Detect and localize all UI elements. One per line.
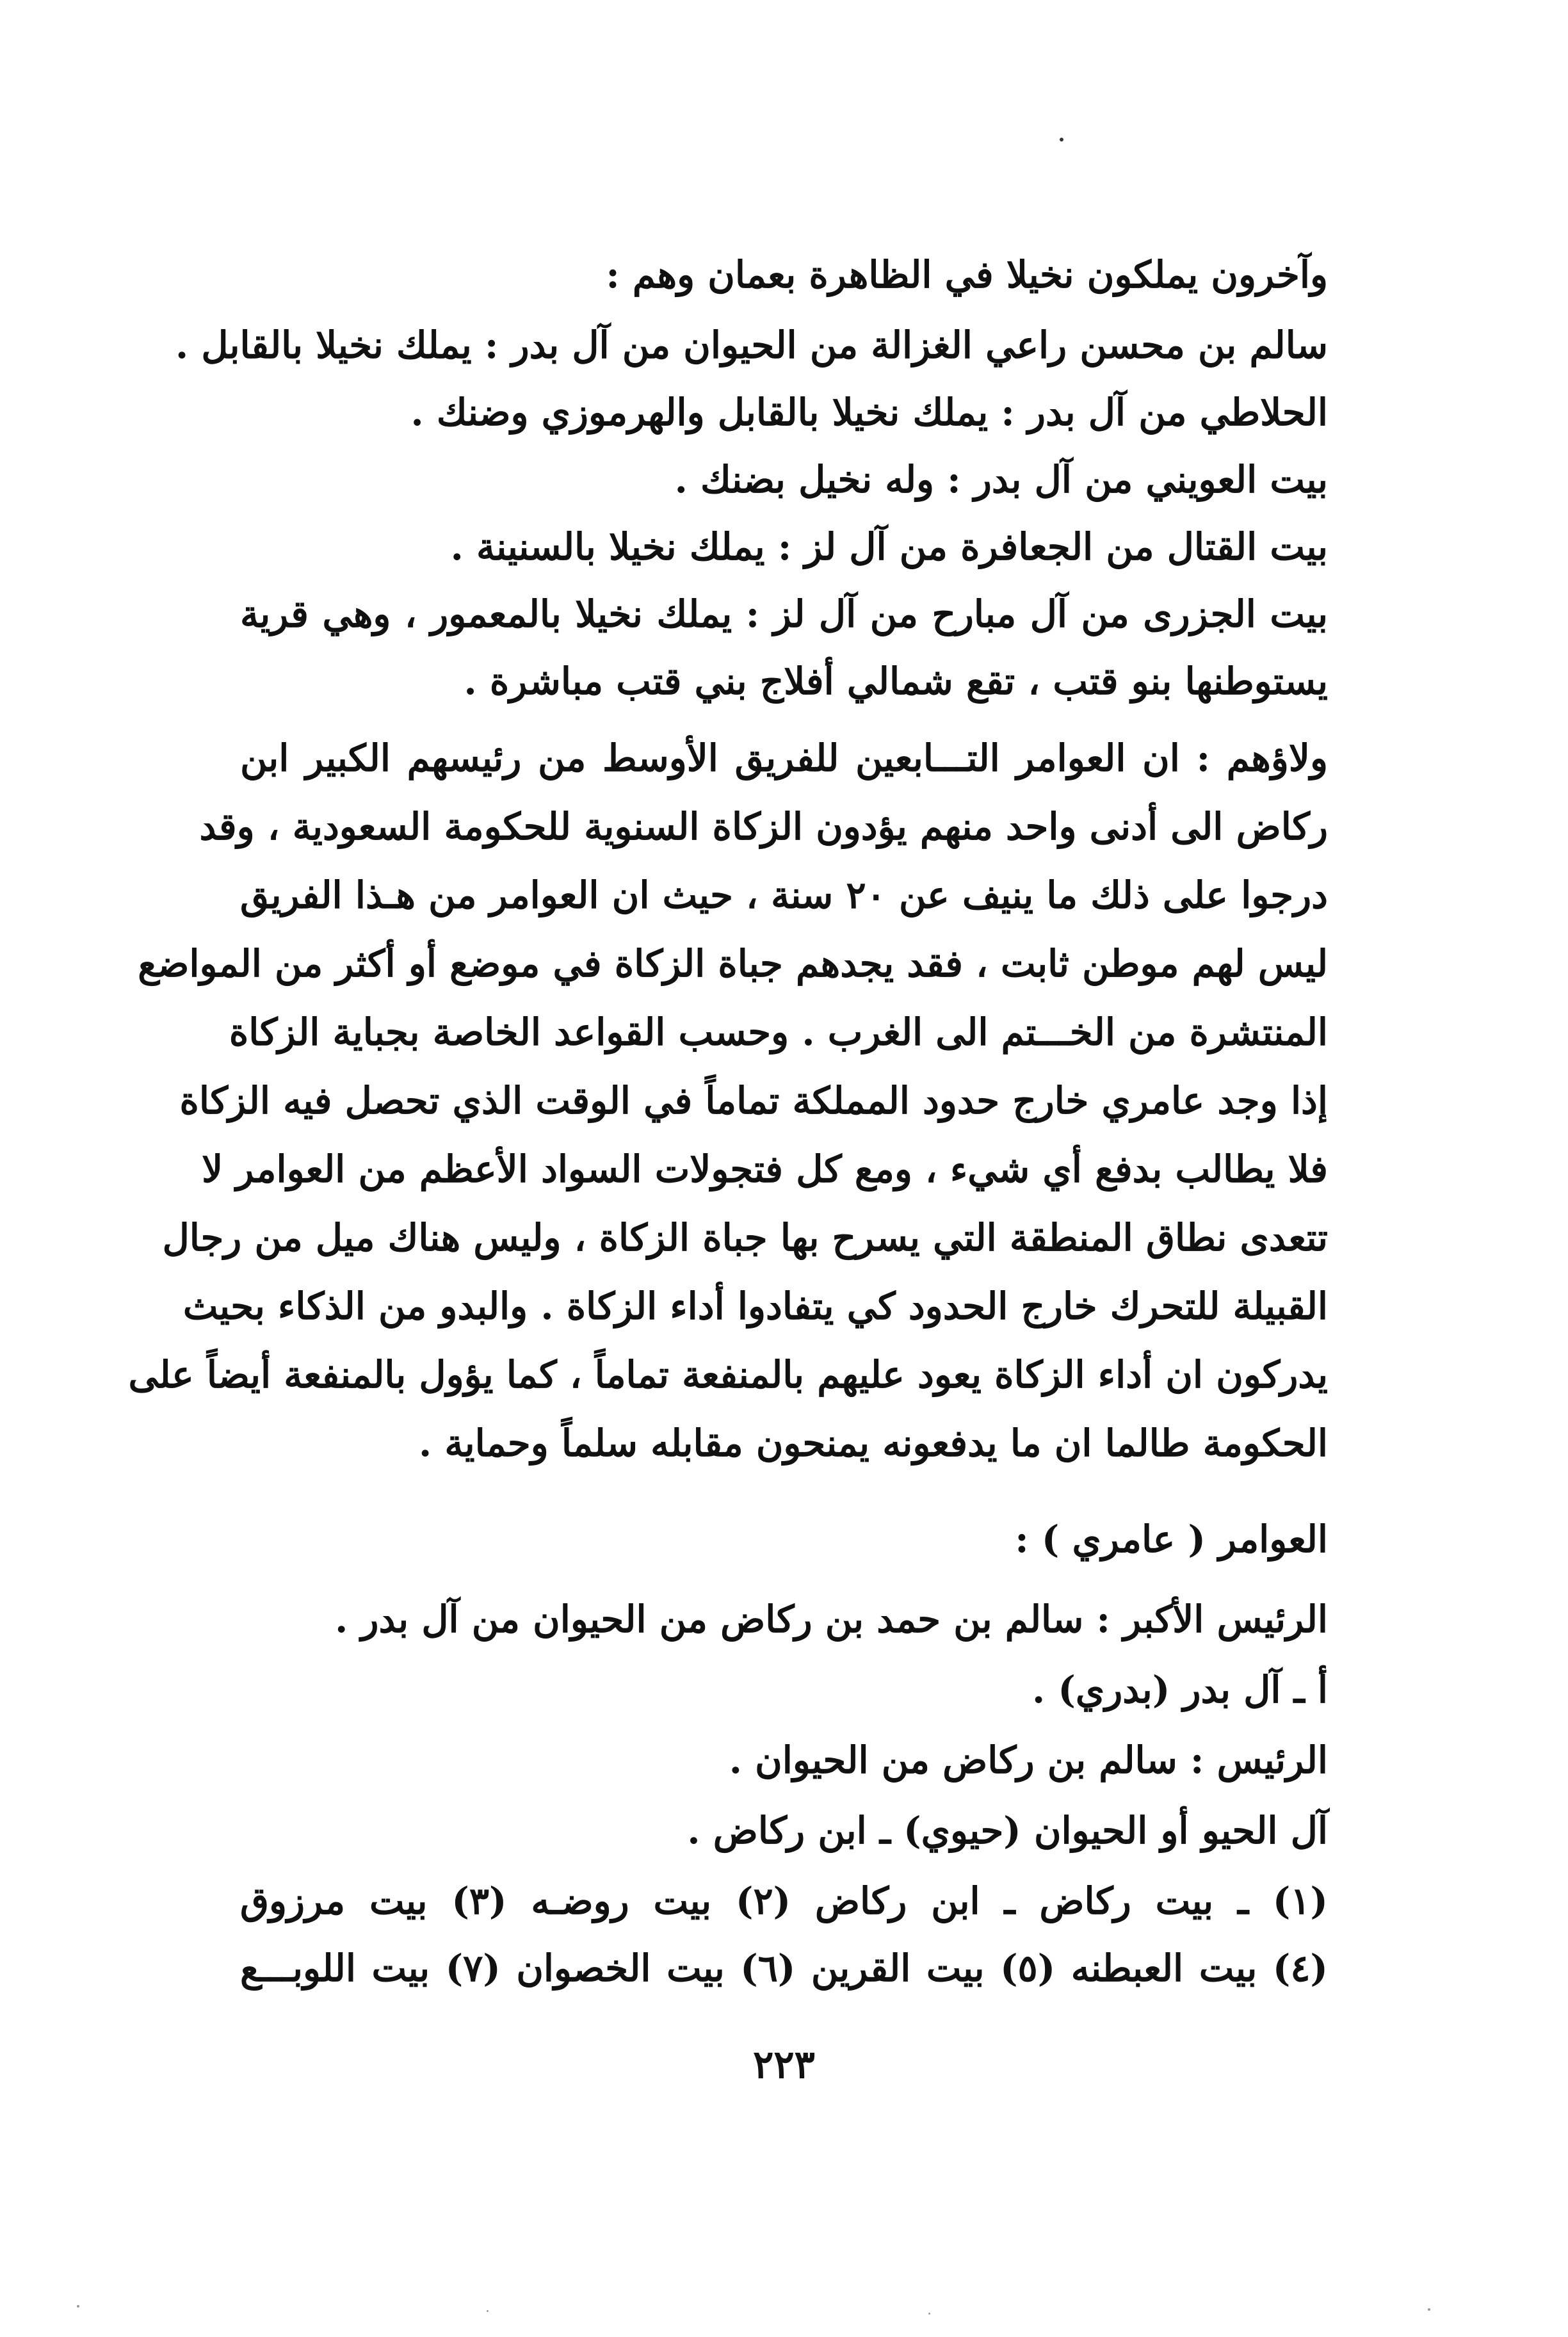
text-line: الرئيس : سالم بن ركاض من الحيوان . [729,1738,1328,1782]
text-line: وآخرون يملكون نخيلا في الظاهرة بعمان وهم : [606,253,1328,296]
text-line: آل الحيو أو الحيوان (حيوي) ـ ابن ركاض . [687,1809,1328,1852]
page-number: ٢٢٣ [753,2042,815,2087]
text-line: بيت العويني من آل بدر : وله نخيل بضنك . [674,458,1328,501]
text-line: الرئيس الأكبر : سالم بن حمد بن ركاض من الحيوان من آل بدر . [335,1597,1328,1641]
text-line: (١) ـ بيت ركاض ـ ابن ركاض (٢) بيت روضـه (٣) بيت مرزوق [240,1879,1328,1923]
scan-speck [77,2305,79,2308]
text-line: تتعدى نطاق المنطقة التي يسرح بها جباة الزكاة ، وليس هناك ميل من رجال [162,1216,1328,1259]
text-line: ركاض الى أدنى واحد منهم يؤدون الزكاة السنوية للحكومة السعودية ، وقد [199,805,1328,848]
text-line: درجوا على ذلك ما ينيف عن ٢٠ سنة ، حيث ان العوامر من هـذا الفريق [240,873,1329,917]
section-palm-owners [175,253,1328,733]
text-line: القبيلة للتحرك خارج الحدود كي يتفادوا أداء الزكاة . والبدو من الذكاء بحيث [182,1284,1328,1328]
section-awamir-list [240,1517,1328,2017]
text-line: الحكومة طالما ان ما يدفعونه يمنحون مقابله سلماً وحماية . [419,1421,1328,1465]
text-line: الحلاطي من آل بدر : يملك نخيلا بالقابل والهرموزي وضنك . [410,391,1328,434]
text-line: يستوطنها بنو قتب ، تقع شمالي أفلاج بني قتب مباشرة . [464,659,1328,703]
scan-speck [928,2313,930,2315]
section-loyalty [128,736,1329,1492]
text-line: سالم بن محسن راعي الغزالة من الحيوان من آل بدر : يملك نخيلا بالقابل . [175,323,1328,367]
scan-speck [1428,2308,1430,2311]
text-line: أ ـ آل بدر (بدري) . [1032,1668,1328,1711]
text-line: المنتشرة من الخـــتم الى الغرب . وحسب القواعد الخاصة بجباية الزكاة [229,1010,1328,1054]
text-line: ليس لهم موطن ثابت ، فقد يجدهم جباة الزكاة في موضع أو أكثر من المواضع [138,942,1328,985]
text-line: يدركون ان أداء الزكاة يعود عليهم بالمنفعة تماماً ، كما يؤول بالمنفعة أيضاً على [128,1353,1328,1396]
text-line: إذا وجد عامري خارج حدود المملكة تماماً في الوقت الذي تحصل فيه الزكاة [179,1079,1328,1122]
text-line: ولاؤهم : ان العوامر التـــابعين للفريق الأوسط من رئيسهم الكبير ابن [240,736,1328,780]
text-line: (٤) بيت العبطنه (٥) بيت القرين (٦) بيت الخصوان (٧) بيت اللوبـــع [240,1946,1328,1990]
scan-speck [487,2310,489,2312]
text-line: فلا يطالب بدفع أي شيء ، ومع كل فتجولات السواد الأعظم من العوامر لا [202,1147,1328,1191]
text-line: بيت القتال من الجعافرة من آل لز : يملك نخيلا بالسنينة . [450,525,1328,569]
stray-dot-mark [1060,138,1063,142]
section-heading: العوامر ( عامري ) : [1015,1517,1328,1561]
text-line: بيت الجزرى من آل مبارح من آل لز : يملك نخيلا بالمعمور ، وهي قرية [240,592,1328,636]
